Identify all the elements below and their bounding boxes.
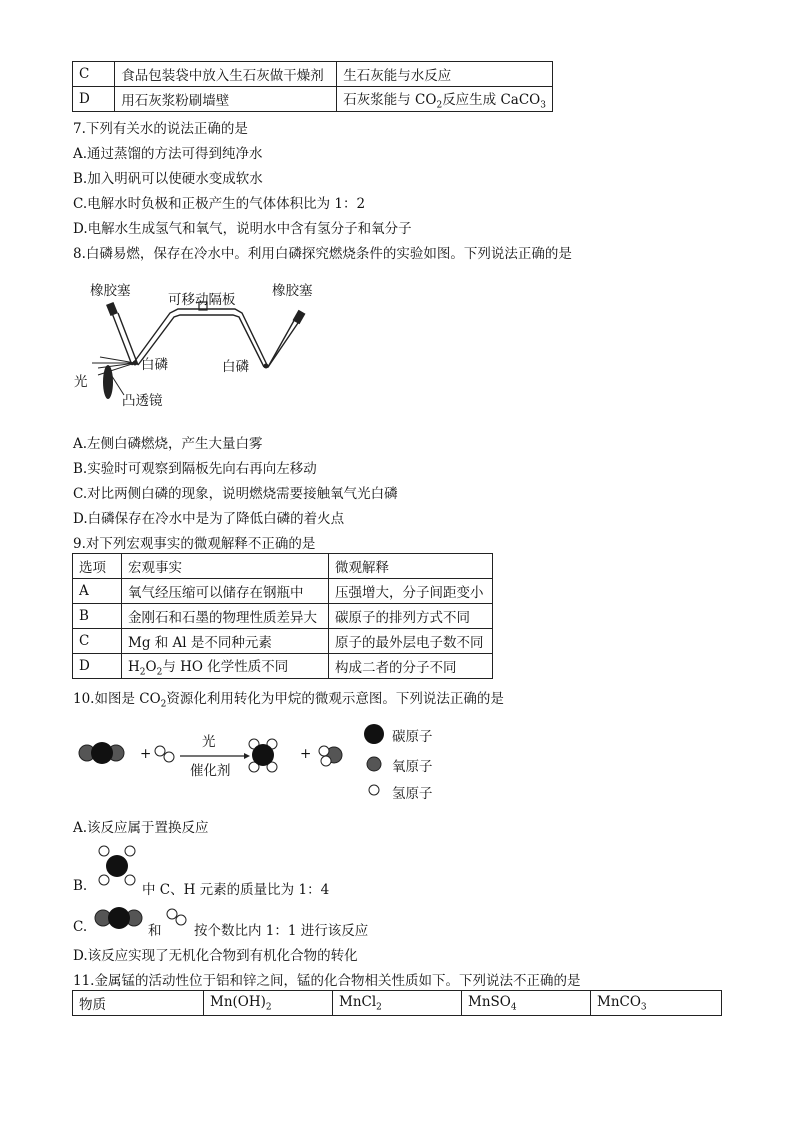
h2o-molecule	[319, 746, 342, 766]
option-cell: C	[73, 629, 122, 654]
ch4-molecule	[249, 739, 277, 772]
table-row	[73, 87, 553, 112]
q11-stem: 11.金属锰的活动性位于铝和锌之间，锰的化合物相关性质如下。下列说法不正确的是	[73, 973, 581, 989]
q10-option-a: A.该反应属于置换反应	[73, 820, 209, 836]
option-cell: D	[73, 87, 115, 112]
table-row	[73, 62, 553, 87]
q10-option-b-letter: B.	[73, 878, 88, 894]
co2-molecule-icon	[93, 905, 145, 931]
option-cell: C	[73, 62, 115, 87]
header-cell: MnSO$_4$	[462, 991, 591, 1016]
header-cell: MnCO$_3$	[591, 991, 722, 1016]
table-header-row	[73, 554, 493, 579]
q8-option-b: B.实验时可观察到隔板先向右再向左移动	[73, 461, 317, 477]
legend-hydrogen: 氢原子	[392, 786, 433, 802]
q10-option-c-co2	[93, 905, 145, 935]
q10-option-b-molecule	[92, 842, 142, 896]
explanation-cell: 石灰浆能与 $CO_2$反应生成 CaCO$_3$	[337, 87, 553, 112]
q9-table	[72, 553, 493, 679]
q8-figure	[70, 275, 350, 410]
header-cell: MnCl$_2$	[333, 991, 462, 1016]
q8-option-c: C.对比两侧白磷的现象，说明燃烧需要接触氧气光白磷	[73, 486, 398, 502]
q10-option-c-h2	[164, 906, 190, 936]
q7-option-a: A.通过蒸馏的方法可得到纯净水	[73, 146, 263, 162]
header-cell: 宏观事实	[122, 554, 329, 579]
plus-sign: +	[300, 746, 312, 762]
legend-carbon-symbol	[364, 724, 384, 744]
explanation-cell: 构成二者的分子不同	[329, 654, 493, 679]
header-cell: $Mn(OH)_2$	[204, 991, 333, 1016]
table-row	[73, 654, 493, 679]
plus-sign: +	[140, 746, 152, 762]
explanation-cell: 压强增大，分子间距变小	[329, 579, 493, 604]
header-cell: 选项	[73, 554, 122, 579]
table-row	[73, 604, 493, 629]
white-p-right-label: 白磷	[222, 359, 249, 375]
legend-carbon: 碳原子	[392, 729, 433, 745]
table-row	[73, 579, 493, 604]
fact-cell: 氧气经压缩可以储存在钢瓶中	[122, 579, 329, 604]
option-cell: B	[73, 604, 122, 629]
white-p-left-label: 白磷	[141, 357, 168, 373]
fact-cell: $H_2O_2$与 HO 化学性质不同	[122, 654, 329, 679]
q10-stem: 10.如图是 $CO_2$资源化利用转化为甲烷的微观示意图。下列说法正确的是	[73, 691, 504, 710]
divider-label: 可移动隔板	[168, 292, 236, 308]
legend-hydrogen-symbol	[369, 785, 379, 795]
q10-option-b-text: 中 C、H 元素的质量比为 1：4	[142, 882, 330, 898]
table-row	[73, 629, 493, 654]
legend-oxygen: 氧原子	[392, 759, 433, 775]
co2-molecule	[79, 742, 124, 764]
h2-molecule	[155, 746, 174, 762]
table-header-row	[73, 991, 722, 1016]
q10-option-d: D.该反应实现了无机化合物到有机化合物的转化	[73, 948, 358, 964]
q8-option-d: D.白磷保存在冷水中是为了降低白磷的着火点	[73, 511, 345, 527]
explanation-cell: 生石灰能与水反应	[337, 62, 553, 87]
q11-table	[72, 990, 722, 1016]
h2-molecule-icon	[164, 906, 190, 932]
q7-option-d: D.电解水生成氢气和氧气，说明水中含有氢分子和氧分子	[73, 221, 412, 237]
q10-option-c-and: 和	[148, 923, 162, 939]
fact-cell: 金刚石和石墨的物理性质差异大	[122, 604, 329, 629]
q6-table	[72, 61, 553, 112]
q10-reaction-figure	[72, 718, 462, 808]
explanation-cell: 碳原子的排列方式不同	[329, 604, 493, 629]
stopper-right-label: 橡胶塞	[272, 283, 313, 299]
explanation-cell: 原子的最外层电子数不同	[329, 629, 493, 654]
q8-option-a: A.左侧白磷燃烧，产生大量白雾	[73, 436, 263, 452]
condition-catalyst: 催化剂	[190, 763, 231, 779]
legend-oxygen-symbol	[367, 757, 381, 771]
q7-option-b: B.加入明矾可以使硬水变成软水	[73, 171, 263, 187]
white-phosphorus-right	[264, 364, 269, 369]
fact-cell: Mg 和 Al 是不同种元素	[122, 629, 329, 654]
right-stopper	[293, 310, 306, 324]
q9-stem: 9.对下列宏观事实的微观解释不正确的是	[73, 536, 316, 552]
fact-cell: 食品包装袋中放入生石灰做干燥剂	[115, 62, 337, 87]
q10-option-c-text: 按个数比内 1：1 进行该反应	[194, 923, 369, 939]
light-label: 光	[74, 374, 88, 390]
condition-light: 光	[202, 734, 216, 750]
option-cell: A	[73, 579, 122, 604]
fact-cell: 用石灰浆粉刷墙壁	[115, 87, 337, 112]
stopper-left-label: 橡胶塞	[90, 283, 131, 299]
header-cell: 物质	[73, 991, 204, 1016]
ch4-molecule-icon	[92, 842, 142, 892]
q8-stem: 8.白磷易燃，保存在冷水中。利用白磷探究燃烧条件的实验如图。下列说法正确的是	[73, 246, 572, 262]
q7-option-c: C.电解水时负极和正极产生的气体体积比为 1：2	[73, 196, 366, 212]
q10-option-c-letter: C.	[73, 919, 88, 935]
header-cell: 微观解释	[329, 554, 493, 579]
option-cell: D	[73, 654, 122, 679]
lens-label: 凸透镜	[122, 393, 163, 409]
left-stopper	[106, 302, 118, 316]
q7-stem: 7.下列有关水的说法正确的是	[73, 121, 248, 137]
